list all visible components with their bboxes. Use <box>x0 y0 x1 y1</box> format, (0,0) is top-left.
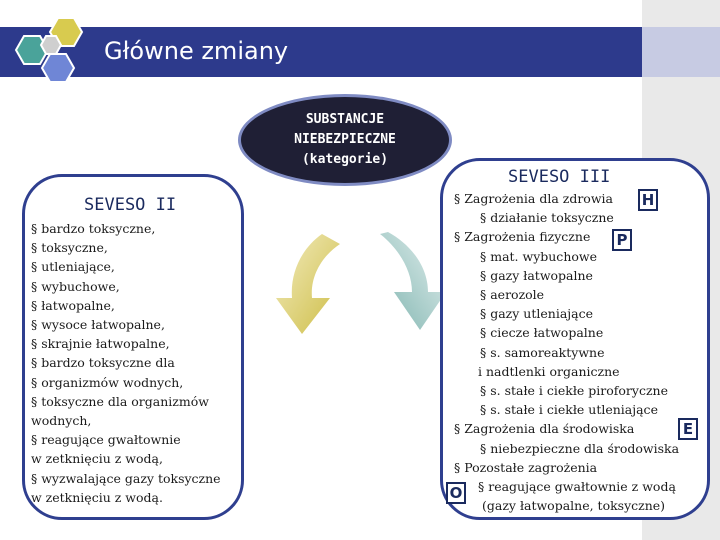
list-item: § wybuchowe, <box>31 278 120 294</box>
seveso-ii-heading: SEVESO II <box>84 195 177 215</box>
center-label <box>294 110 396 170</box>
list-item: § organizmów wodnych, <box>31 374 184 390</box>
list-item: § bardzo toksyczne, <box>31 221 156 236</box>
list-item: § gazy łatwopalne <box>480 267 593 283</box>
page-title: Główne zmiany <box>104 37 289 65</box>
list-item: i nadtlenki organiczne <box>478 363 620 379</box>
list-item: § skrajnie łatwopalne, <box>31 336 170 352</box>
center-line: (kategorie) <box>301 152 389 167</box>
tag-h-health: H <box>638 189 658 211</box>
center-line: SUBSTANCJE <box>305 112 385 127</box>
list-item: wodnych, <box>31 413 92 429</box>
tag-e-environment: E <box>678 418 698 440</box>
list-item: § bardzo toksyczne dla <box>31 355 175 371</box>
list-item: § Pozostałe zagrożenia <box>454 459 598 475</box>
list-item: § s. samoreaktywne <box>480 344 605 360</box>
list-item: § działanie toksyczne <box>480 210 614 226</box>
list-item: § reagujące gwałtownie z wodą <box>478 479 676 495</box>
list-item: § toksyczne, <box>31 240 108 256</box>
right-arrow-icon <box>380 232 446 330</box>
branch-arrows <box>270 230 450 340</box>
list-item: § mat. wybuchowe <box>480 248 597 264</box>
list-item: § utleniające, <box>31 259 115 275</box>
title-bar-extension <box>642 27 720 77</box>
hexagon-gray <box>41 36 61 54</box>
list-item: § niebezpieczne dla środowiska <box>480 440 680 456</box>
list-item: § łatwopalne, <box>31 297 115 313</box>
list-item: § ciecze łatwopalne <box>480 325 604 341</box>
seveso-iii-list <box>454 189 704 515</box>
list-item: w zetknięciu z wodą. <box>31 489 163 505</box>
hexagon-logo-icon <box>0 14 100 94</box>
list-item: § Zagrożenia fizyczne <box>454 229 591 245</box>
tag-o-other: O <box>446 482 466 504</box>
list-item: § s. stałe i ciekłe piroforyczne <box>480 383 668 399</box>
list-item: § toksyczne dla organizmów <box>31 393 209 409</box>
list-item: § gazy utleniające <box>480 306 593 322</box>
list-item: § aerozole <box>480 287 545 303</box>
list-item: § reagujące gwałtownie <box>31 432 181 448</box>
list-item: § Zagrożenia dla zdrowia <box>454 191 613 206</box>
left-arrow-icon <box>276 234 340 334</box>
list-item: § s. stałe i ciekłe utleniające <box>480 402 658 418</box>
list-item: (gazy łatwopalne, toksyczne) <box>482 498 666 514</box>
hexagon-blue <box>42 54 74 82</box>
list-item: § Zagrożenia dla środowiska <box>454 421 635 437</box>
list-item: w zetknięciu z wodą, <box>31 451 163 467</box>
seveso-iii-heading: SEVESO III <box>508 167 611 187</box>
center-bubble <box>238 94 452 186</box>
list-item: § wyzwalające gazy toksyczne <box>31 470 221 486</box>
seveso-ii-list <box>31 219 241 507</box>
tag-p-physical: P <box>612 229 632 251</box>
center-line: NIEBEZPIECZNE <box>294 132 396 147</box>
list-item: § wysoce łatwopalne, <box>31 317 165 333</box>
